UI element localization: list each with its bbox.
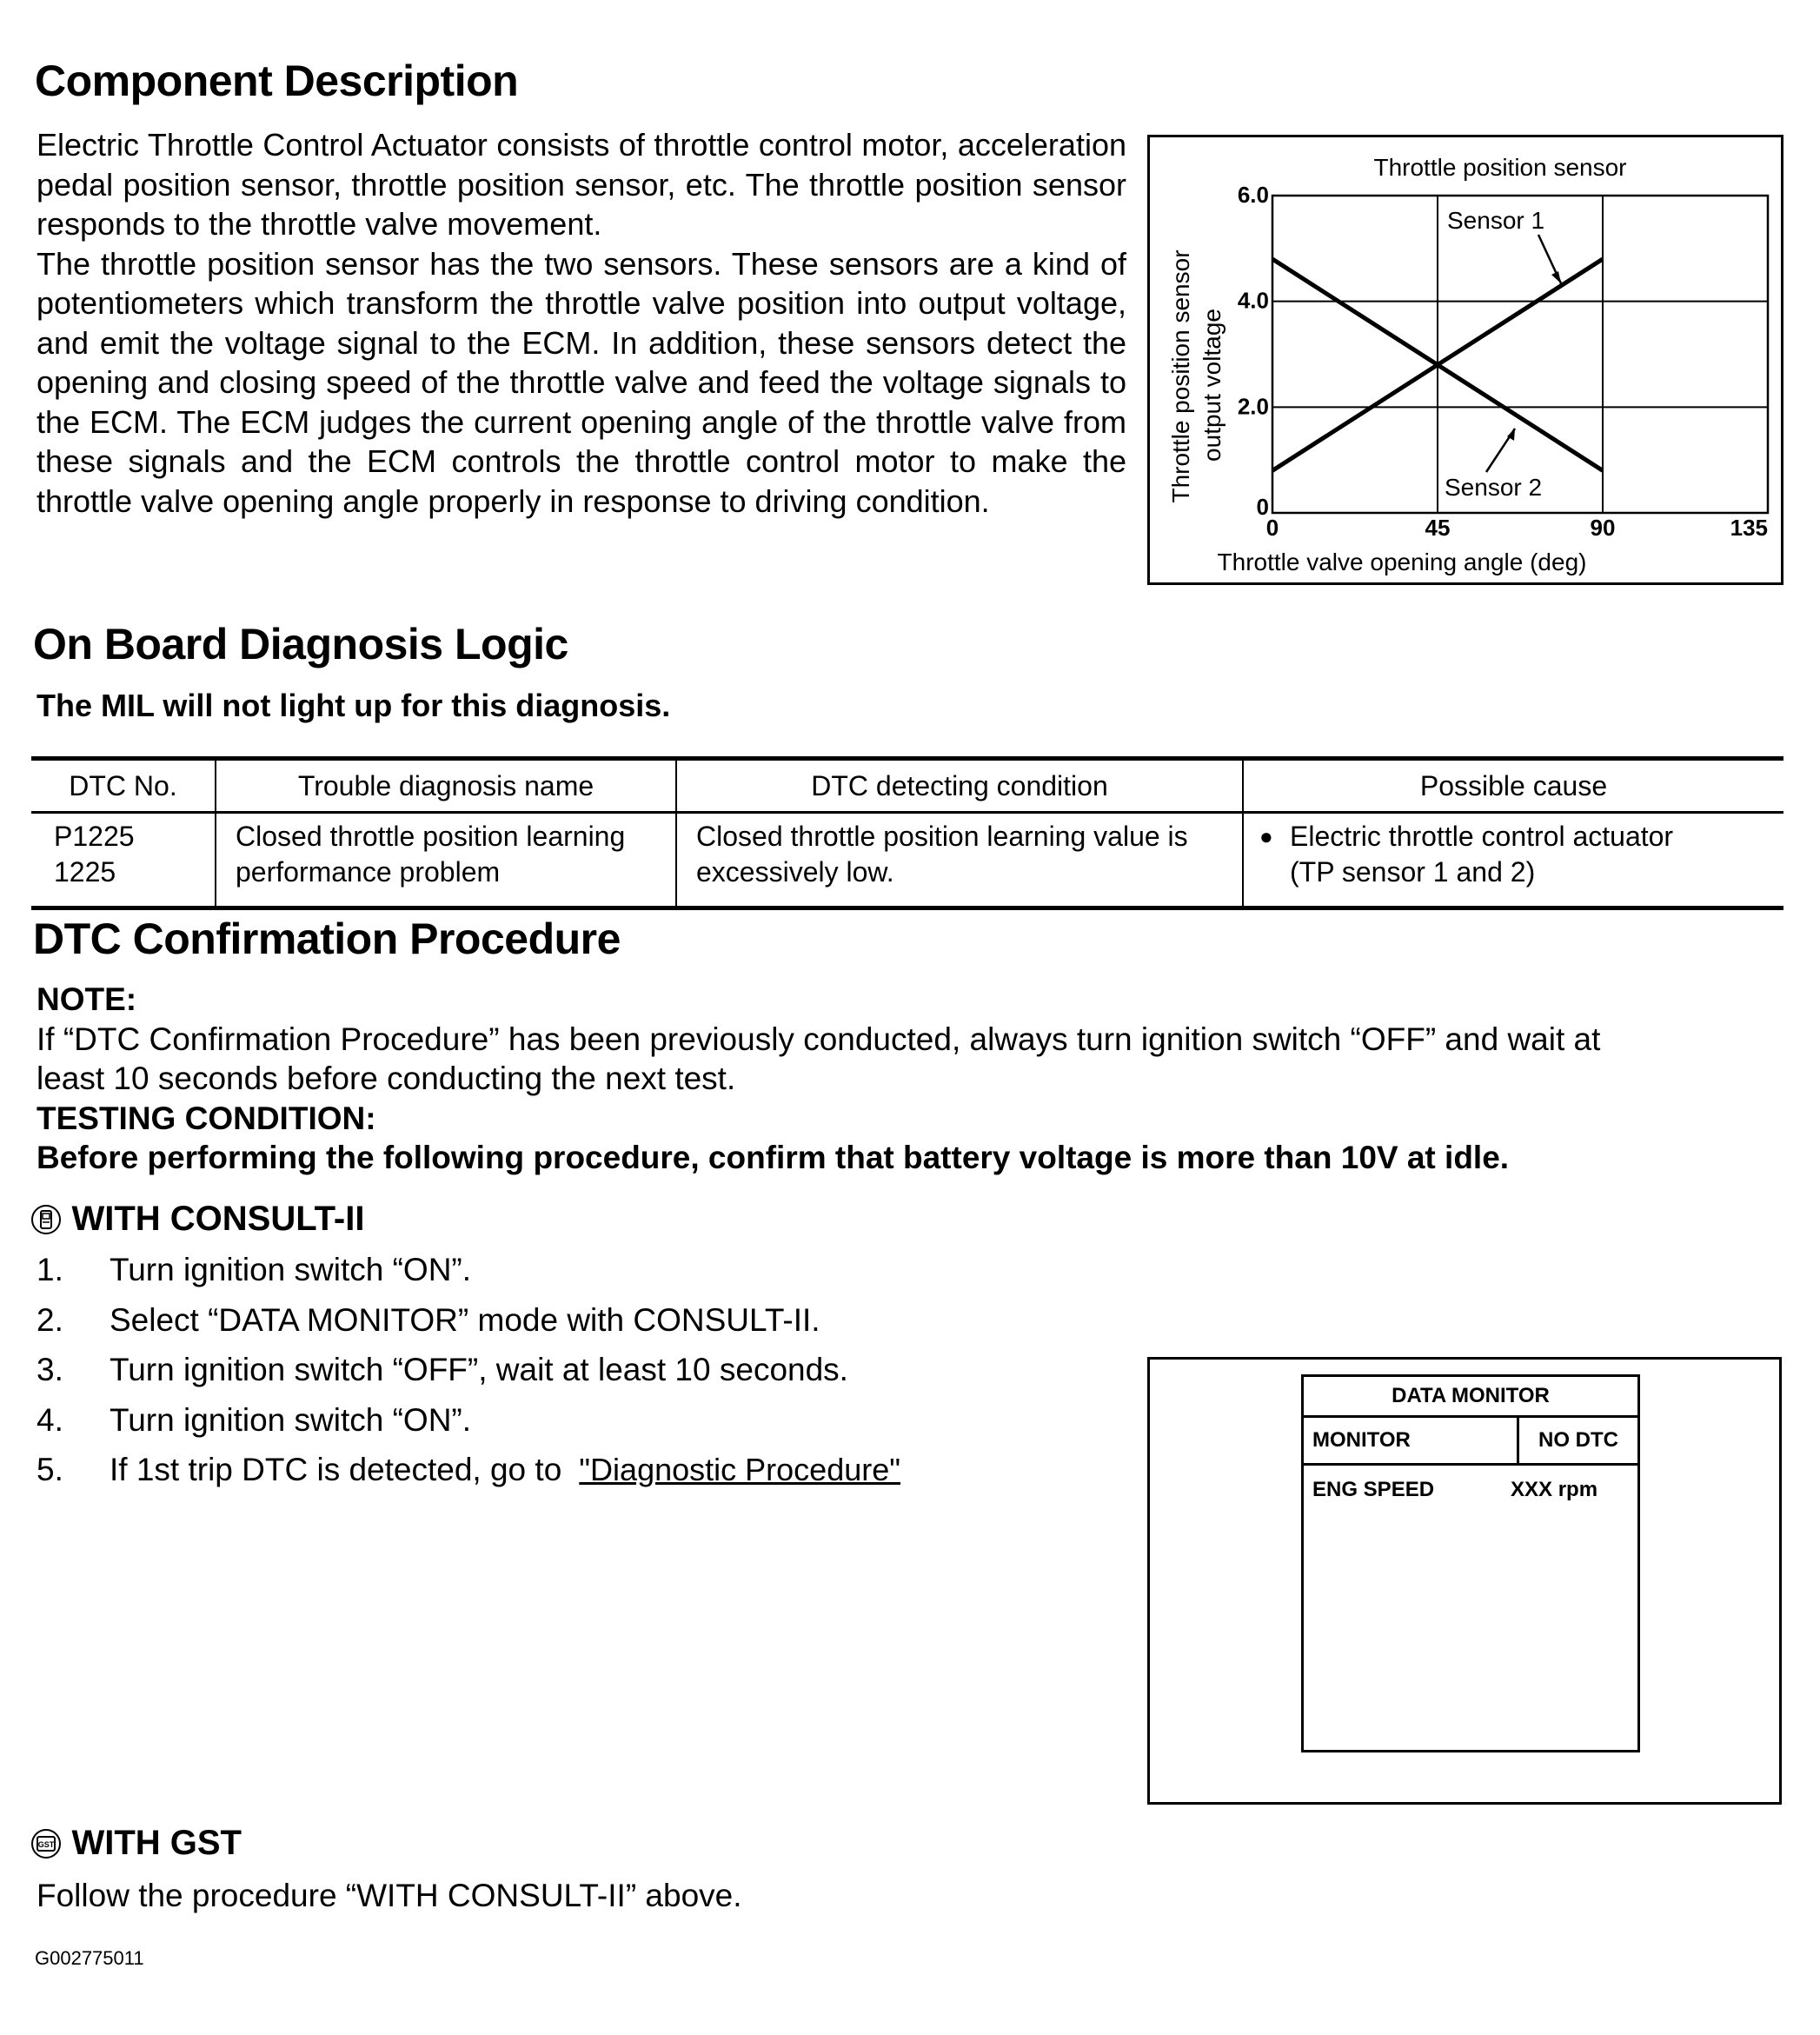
- list-item: 1. Turn ignition switch “ON”.: [37, 1252, 472, 1287]
- list-item: 2. Select “DATA MONITOR” mode with CONSULT-II.: [37, 1301, 820, 1338]
- mil-note: The MIL will not light up for this diagnosis.: [37, 688, 671, 723]
- bullet-icon: ●: [1259, 823, 1273, 849]
- header-trouble-name: Trouble diagnosis name: [216, 759, 676, 813]
- gst-heading: WITH GST: [71, 1824, 242, 1862]
- cell-dtc-no: [31, 813, 216, 908]
- no-dtc-label: NO DTC: [1538, 1428, 1618, 1452]
- note-section: [37, 980, 1792, 1178]
- header-detecting-condition: DTC detecting condition: [676, 759, 1243, 813]
- gst-icon: [31, 1829, 61, 1859]
- dtc-table: [31, 756, 1783, 910]
- obd-heading: On Board Diagnosis Logic: [33, 620, 568, 668]
- trouble-name-line1: Closed throttle position learning: [236, 821, 626, 852]
- y-tick-label: 2.0: [1237, 393, 1269, 420]
- cause-line2: (TP sensor 1 and 2): [1290, 856, 1536, 888]
- y-tick-label: 6.0: [1237, 182, 1269, 208]
- trouble-name-line2: performance problem: [236, 856, 501, 888]
- cause-line1: ● Electric throttle control actuator: [1259, 819, 1783, 855]
- component-paragraph-2: The throttle position sensor has the two sensors. These sensors are a kind of potentiometers which transform the throttle valve position into output voltage, and emit the voltage signal to the ECM. In addition, these sensors detect the opening and closing speed of the throttle valve and feed the voltage signals to the ECM. The ECM judges the current opening angle of the throttle valve from these signals and the ECM controls the throttle control motor to make the throttle valve opening angle properly in response to driving condition.: [37, 245, 1126, 519]
- note-label: NOTE:: [37, 981, 137, 1017]
- data-monitor-title: DATA MONITOR: [1304, 1377, 1637, 1418]
- testing-condition-label: TESTING CONDITION:: [37, 1100, 376, 1136]
- note-line-1: If “DTC Confirmation Procedure” has been previously conducted, always turn ignition switch “OFF” and wait at: [37, 1021, 1601, 1057]
- eng-speed-label: ENG SPEED: [1312, 1478, 1435, 1501]
- monitor-label: MONITOR: [1304, 1418, 1519, 1463]
- y-tick-label: 0: [1256, 494, 1269, 520]
- chart-ylabel-line2: output voltage: [1199, 309, 1226, 462]
- chart-grid: [1272, 196, 1768, 513]
- diagnostic-procedure-link[interactable]: "Diagnostic Procedure": [579, 1452, 901, 1487]
- eng-speed-value: XXX rpm: [1511, 1478, 1598, 1501]
- dtc-code: P1225: [54, 821, 135, 852]
- table-row: [31, 813, 1783, 908]
- list-item: 4. Turn ignition switch “ON”.: [37, 1401, 472, 1438]
- condition-line2: excessively low.: [696, 856, 894, 888]
- x-tick-label: 45: [1425, 515, 1451, 541]
- consult-heading: WITH CONSULT-II: [71, 1200, 365, 1238]
- gst-heading-row: [31, 1824, 242, 1863]
- plot-frame: [1272, 196, 1768, 513]
- data-monitor-item: [1304, 1466, 1637, 1502]
- header-dtc-no: DTC No.: [69, 769, 177, 801]
- chart-canvas: [1150, 137, 1781, 582]
- sensor-1-label: Sensor 1: [1447, 207, 1545, 234]
- cell-detecting-condition: [676, 813, 1243, 908]
- list-item: 3. Turn ignition switch “OFF”, wait at least 10 seconds.: [37, 1352, 848, 1387]
- sensor-2-label: Sensor 2: [1445, 474, 1543, 501]
- table-header-row: [31, 759, 1783, 813]
- x-tick-label: 135: [1730, 515, 1768, 541]
- sensor-1-arrowhead: [1551, 271, 1561, 283]
- svg-text:GST: GST: [37, 1839, 55, 1849]
- cell-trouble-name: [216, 813, 676, 908]
- testing-condition-text: Before performing the following procedure, confirm that battery voltage is more than 10V at idle.: [37, 1140, 1510, 1175]
- chart-title: Throttle position sensor: [1373, 154, 1627, 181]
- note-line-2: least 10 seconds before conducting the next test.: [37, 1061, 736, 1096]
- throttle-sensor-chart: [1147, 135, 1783, 585]
- x-tick-label: 0: [1265, 515, 1279, 541]
- list-item: 5. If 1st trip DTC is detected, go to "Diagnostic Procedure": [37, 1452, 901, 1487]
- cell-possible-cause: [1243, 813, 1783, 908]
- consult-heading-row: [31, 1200, 364, 1239]
- component-heading: Component Description: [35, 57, 519, 105]
- y-tick-label: 4.0: [1237, 287, 1269, 314]
- x-tick-label: 90: [1590, 515, 1616, 541]
- consult-icon: [31, 1205, 61, 1234]
- component-description: [37, 125, 1126, 521]
- chart-ylabel-line1: Throttle position sensor: [1167, 249, 1194, 503]
- header-possible-cause: Possible cause: [1243, 759, 1783, 813]
- component-paragraph-1: Electric Throttle Control Actuator consists of throttle control motor, acceleration pedal position sensor, throttle position sensor, etc. The throttle position sensor responds to the throttle valve movement.: [37, 127, 1126, 242]
- dtc-code-alt: 1225: [54, 856, 116, 888]
- gst-text: Follow the procedure “WITH CONSULT-II” above.: [37, 1878, 742, 1913]
- chart-xlabel: Throttle valve opening angle (deg): [1217, 549, 1587, 575]
- data-monitor-screen: [1301, 1374, 1640, 1752]
- condition-line1: Closed throttle position learning value is: [696, 821, 1188, 852]
- dtc-confirmation-heading: DTC Confirmation Procedure: [33, 914, 621, 963]
- data-monitor-header: [1304, 1418, 1637, 1466]
- consult-steps: [37, 1245, 900, 1495]
- figure-id: G002775011: [35, 1947, 144, 1969]
